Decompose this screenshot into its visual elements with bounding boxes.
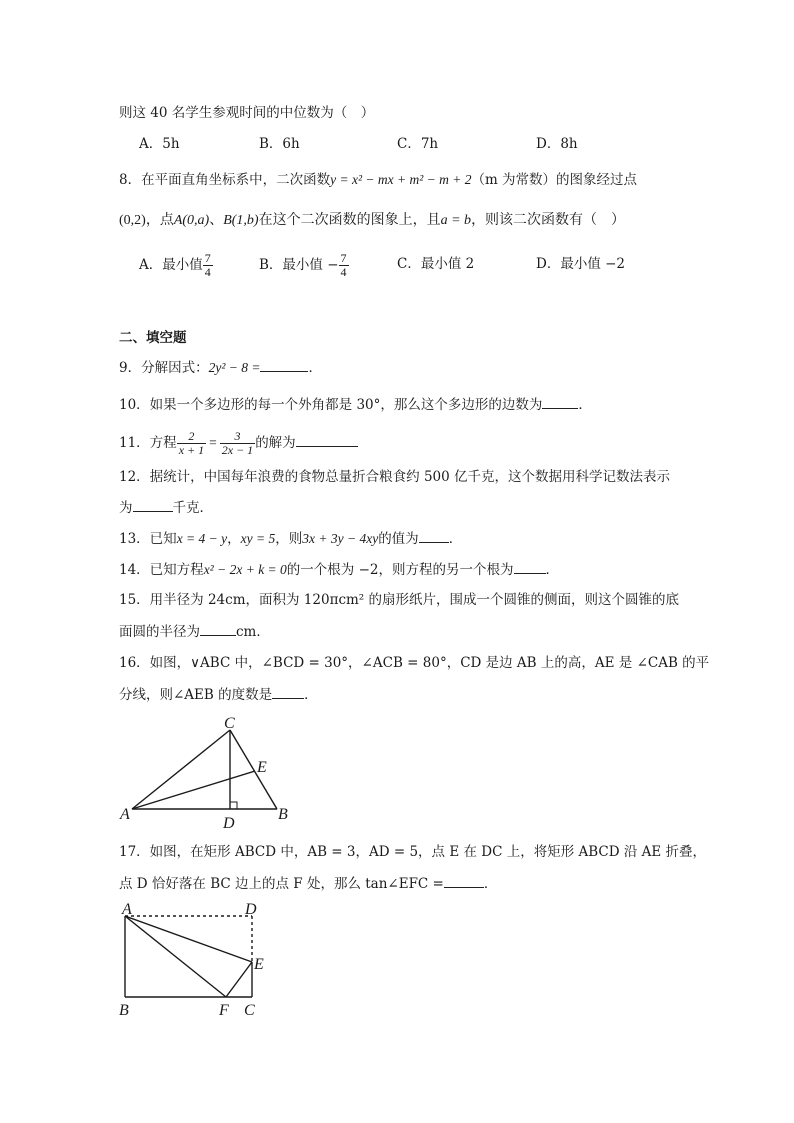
q13 bbox=[119, 528, 462, 549]
label-d: D bbox=[223, 815, 235, 832]
q9-text: 9．分解因式： bbox=[119, 360, 209, 376]
segment-af bbox=[125, 916, 226, 997]
q9-expression: 2y² − 8 = bbox=[208, 360, 261, 375]
q9-end: ． bbox=[308, 360, 322, 376]
q13-text-end: 的值为 bbox=[378, 531, 419, 547]
segment-ac bbox=[132, 730, 230, 809]
section-title: 二、填空题 bbox=[119, 330, 187, 346]
q8-point-origin: (0,2)，点 bbox=[119, 213, 174, 228]
label-b: B bbox=[278, 806, 288, 823]
q8-option-b-label: B．最小值 − bbox=[259, 257, 339, 273]
fold-line-ae bbox=[125, 916, 252, 962]
label-d: D bbox=[245, 901, 257, 918]
answer-blank[interactable] bbox=[200, 621, 236, 636]
q12-line2 bbox=[119, 497, 213, 518]
q8-option-a-label: A．最小值 bbox=[139, 257, 203, 273]
answer-blank[interactable] bbox=[542, 394, 578, 409]
q10-end: ． bbox=[578, 397, 592, 413]
q8-text-b: （m 为常数）的图象经过点 bbox=[471, 172, 638, 188]
q13-expression: 3x + 3y − 4xy bbox=[302, 531, 379, 546]
answer-blank[interactable] bbox=[272, 684, 304, 699]
q17-end: ． bbox=[483, 876, 498, 892]
answer-blank[interactable] bbox=[260, 357, 308, 372]
fraction-numerator: 7 bbox=[340, 251, 347, 265]
answer-blank[interactable] bbox=[444, 873, 484, 888]
q13-comma: ， bbox=[227, 531, 241, 547]
q17-line1: 17．如图，在矩形 ABCD 中，AB = 3，AD = 5，点 E 在 DC 上，将矩形 ABCD 沿 AE 折叠， bbox=[119, 844, 707, 860]
label-e: E bbox=[254, 956, 264, 973]
q15-line2 bbox=[119, 621, 270, 642]
q8-point-a: A(0,a) bbox=[173, 213, 210, 228]
q14-end: ． bbox=[545, 562, 559, 578]
q14-text-mid: 的一个根为 −2，则方程的另一个根为 bbox=[286, 562, 514, 578]
fraction-denominator: 4 bbox=[204, 265, 211, 279]
q13-equation-1: x = 4 − y bbox=[176, 531, 228, 546]
fraction-denominator: x + 1 bbox=[178, 443, 205, 457]
label-c: C bbox=[224, 715, 235, 732]
right-angle-mark bbox=[230, 802, 237, 809]
q14-text: 14．已知方程 bbox=[119, 562, 204, 578]
fraction-numerator: 7 bbox=[204, 251, 211, 265]
q7-option-c: C．7h bbox=[397, 136, 439, 152]
q8-option-b bbox=[259, 252, 349, 279]
q8-text-a: 在平面直角坐标系中，二次函数 bbox=[141, 172, 331, 188]
answer-blank[interactable] bbox=[419, 528, 449, 543]
answer-blank[interactable] bbox=[296, 432, 358, 447]
q13-text: 13．已知 bbox=[119, 531, 177, 547]
segment-cb bbox=[230, 730, 277, 809]
q16-text: 分线，则∠AEB 的度数是 bbox=[119, 687, 273, 703]
label-c: C bbox=[244, 1002, 255, 1019]
rectangle-fold-figure bbox=[112, 898, 272, 1023]
q8-option-c: C．最小值 2 bbox=[397, 256, 475, 272]
segment-fe bbox=[226, 962, 252, 997]
q13-end: ． bbox=[448, 531, 463, 547]
q7-option-a: A．5h bbox=[139, 136, 180, 152]
label-a: A bbox=[122, 901, 132, 918]
fraction-denominator: 4 bbox=[340, 265, 347, 279]
q11-text-end: 的解为 bbox=[255, 435, 296, 451]
answer-blank[interactable] bbox=[133, 497, 173, 512]
q8-option-b-fraction bbox=[339, 252, 349, 279]
q8-line2 bbox=[119, 210, 625, 231]
q12-text: 为 bbox=[119, 500, 133, 516]
q8-point-b: B(1,b) bbox=[223, 213, 259, 228]
q8-text-d: ，则该二次函数有（ ） bbox=[471, 212, 626, 228]
q16-line1: 16．如图，∨ABC 中，∠BCD = 30°，∠ACB = 80°，CD 是边 AB 上的高，AE 是 ∠CAB 的平 bbox=[119, 655, 710, 671]
q7-option-b: B．6h bbox=[259, 136, 300, 152]
label-a: A bbox=[120, 806, 130, 823]
q8-option-a-fraction bbox=[203, 252, 213, 279]
q11-fraction-left bbox=[177, 430, 206, 457]
q8-option-a bbox=[139, 252, 213, 279]
q11-fraction-right bbox=[220, 430, 255, 457]
q13-text-mid: ，则 bbox=[275, 531, 303, 547]
q14-equation: x² − 2x + k = 0 bbox=[203, 562, 287, 577]
fraction-numerator: 2 bbox=[177, 430, 206, 444]
q16-line2 bbox=[119, 684, 318, 705]
fraction-denominator: 2x − 1 bbox=[221, 443, 254, 457]
q11 bbox=[119, 428, 358, 458]
q8-number: 8． bbox=[119, 172, 142, 188]
label-f: F bbox=[219, 1002, 229, 1019]
q12-line1: 12．据统计，中国每年浪费的食物总量折合粮食约 500 亿千克，这个数据用科学记数法表示 bbox=[119, 469, 671, 485]
q17-line2 bbox=[119, 873, 497, 894]
q7-option-d: D．8h bbox=[536, 136, 578, 152]
label-e: E bbox=[257, 759, 267, 776]
q8-condition: a = b bbox=[440, 213, 472, 228]
q11-equals: = bbox=[209, 435, 217, 450]
q9 bbox=[119, 357, 322, 378]
q8-separator: 、 bbox=[209, 212, 224, 228]
fraction-numerator: 3 bbox=[220, 430, 255, 444]
q10-text: 10．如果一个多边形的每一个外角都是 30°，那么这个多边形的边数为 bbox=[119, 397, 543, 413]
q8-text-c: 在这个二次函数的图象上，且 bbox=[258, 212, 441, 228]
label-b: B bbox=[119, 1002, 129, 1019]
q15-end: cm． bbox=[236, 624, 270, 640]
q13-equation-2: xy = 5 bbox=[240, 531, 276, 546]
q12-end: 千克． bbox=[172, 500, 213, 516]
q16-end: ． bbox=[304, 687, 318, 703]
triangle-figure bbox=[112, 710, 312, 835]
q14 bbox=[119, 559, 559, 580]
q7-text: 则这 40 名学生参观时间的中位数为（ ） bbox=[119, 105, 375, 121]
q15-line1: 15．用半径为 24cm，面积为 120πcm² 的扇形纸片，围成一个圆锥的侧面，则这个圆锥的底 bbox=[119, 592, 680, 608]
q11-text: 11．方程 bbox=[119, 435, 177, 451]
q8-function: y = x² − mx + m² − m + 2 bbox=[330, 172, 472, 187]
q8-line1 bbox=[119, 170, 637, 190]
q10 bbox=[119, 394, 592, 415]
q15-text: 面圆的半径为 bbox=[119, 624, 200, 640]
q17-text: 点 D 恰好落在 BC 边上的点 F 处，那么 tan∠EFC = bbox=[119, 876, 444, 892]
q8-option-d: D．最小值 −2 bbox=[536, 256, 626, 272]
answer-blank[interactable] bbox=[514, 559, 546, 574]
